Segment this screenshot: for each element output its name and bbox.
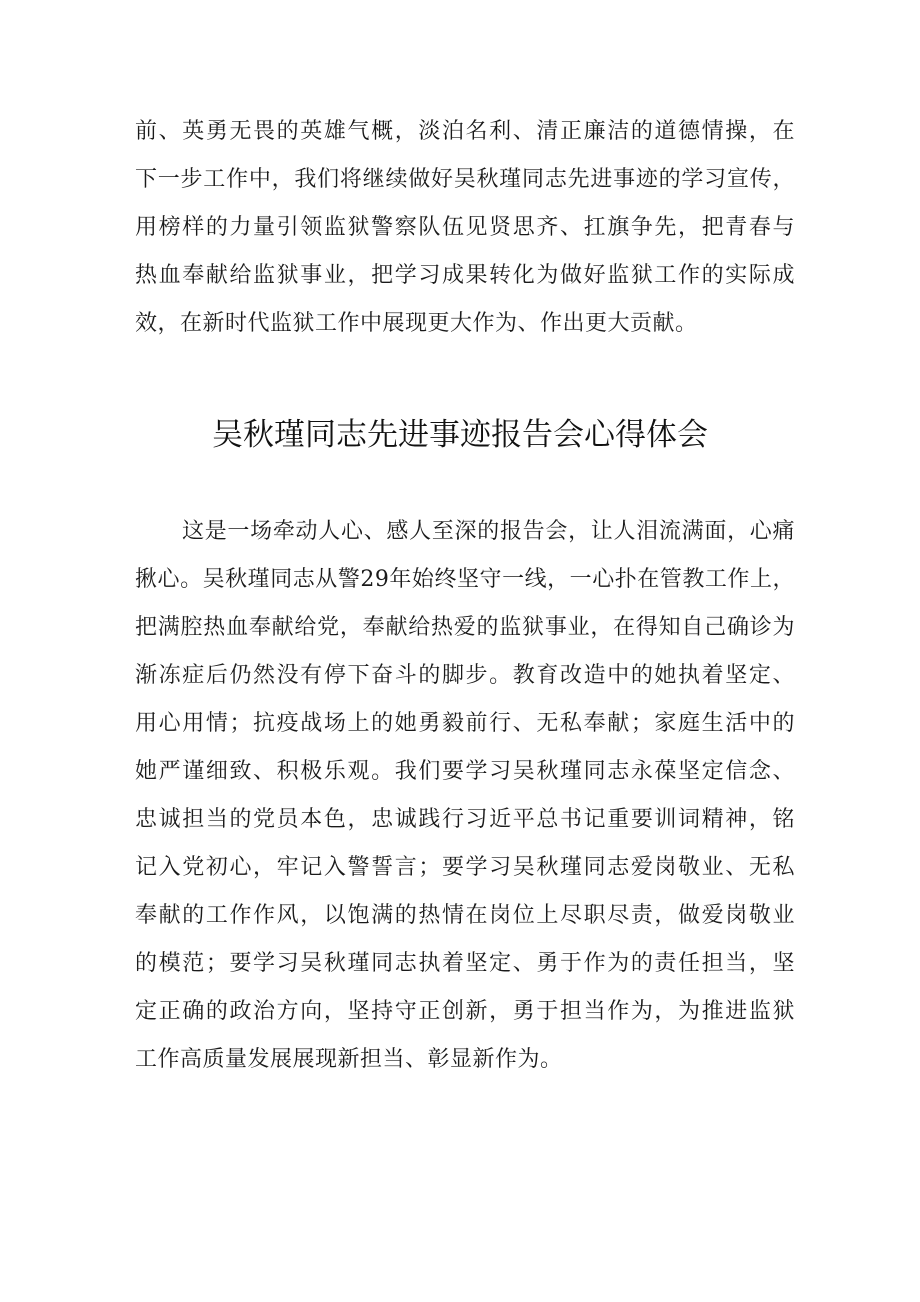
paragraph-line: 定正确的政治方向，坚持守正创新，勇于担当作为，为推进监狱	[135, 999, 795, 1024]
section-title: 吴秋瑾同志先进事迹报告会心得体会	[212, 417, 708, 453]
top-paragraph	[135, 108, 795, 348]
paragraph-line: 奉献的工作作风，以饱满的热情在岗位上尽职尽责，做爱岗敬业	[135, 903, 795, 928]
paragraph-line: 她严谨细致、积极乐观。我们要学习吴秋瑾同志永葆坚定信念、	[135, 759, 795, 784]
paragraph-line: 热血奉献给监狱事业，把学习成果转化为做好监狱工作的实际成	[135, 263, 795, 288]
paragraph-line: 把满腔热血奉献给党，奉献给热爱的监狱事业，在得知自己确诊为	[135, 615, 795, 640]
paragraph-line: 渐冻症后仍然没有停下奋斗的脚步。教育改造中的她执着坚定、	[135, 663, 795, 688]
body-paragraph	[135, 508, 795, 1084]
paragraph-line: 的模范；要学习吴秋瑾同志执着坚定、勇于作为的责任担当，坚	[135, 951, 795, 976]
paragraph-line: 效，在新时代监狱工作中展现更大作为、作出更大贡献。	[135, 311, 698, 336]
paragraph-line: 工作高质量发展展现新担当、彰显新作为。	[135, 1047, 563, 1072]
paragraph-line: 下一步工作中，我们将继续做好吴秋瑾同志先进事迹的学习宣传，	[135, 167, 795, 192]
paragraph-line: 前、英勇无畏的英雄气概，淡泊名利、清正廉洁的道德情操，在	[135, 119, 795, 144]
paragraph-line: 记入党初心，牢记入警誓言；要学习吴秋瑾同志爱岗敬业、无私	[135, 855, 795, 880]
paragraph-line: 这是一场牵动人心、感人至深的报告会，让人泪流满面，心痛	[182, 519, 795, 544]
paragraph-line: 忠诚担当的党员本色，忠诚践行习近平总书记重要训词精神，铭	[135, 807, 795, 832]
paragraph-line: 用榜样的力量引领监狱警察队伍见贤思齐、扛旗争先，把青春与	[135, 215, 795, 240]
paragraph-line: 用心用情；抗疫战场上的她勇毅前行、无私奉献；家庭生活中的	[135, 711, 795, 736]
paragraph-line: 揪心。吴秋瑾同志从警29年始终坚守一线，一心扑在管教工作上，	[135, 567, 795, 592]
